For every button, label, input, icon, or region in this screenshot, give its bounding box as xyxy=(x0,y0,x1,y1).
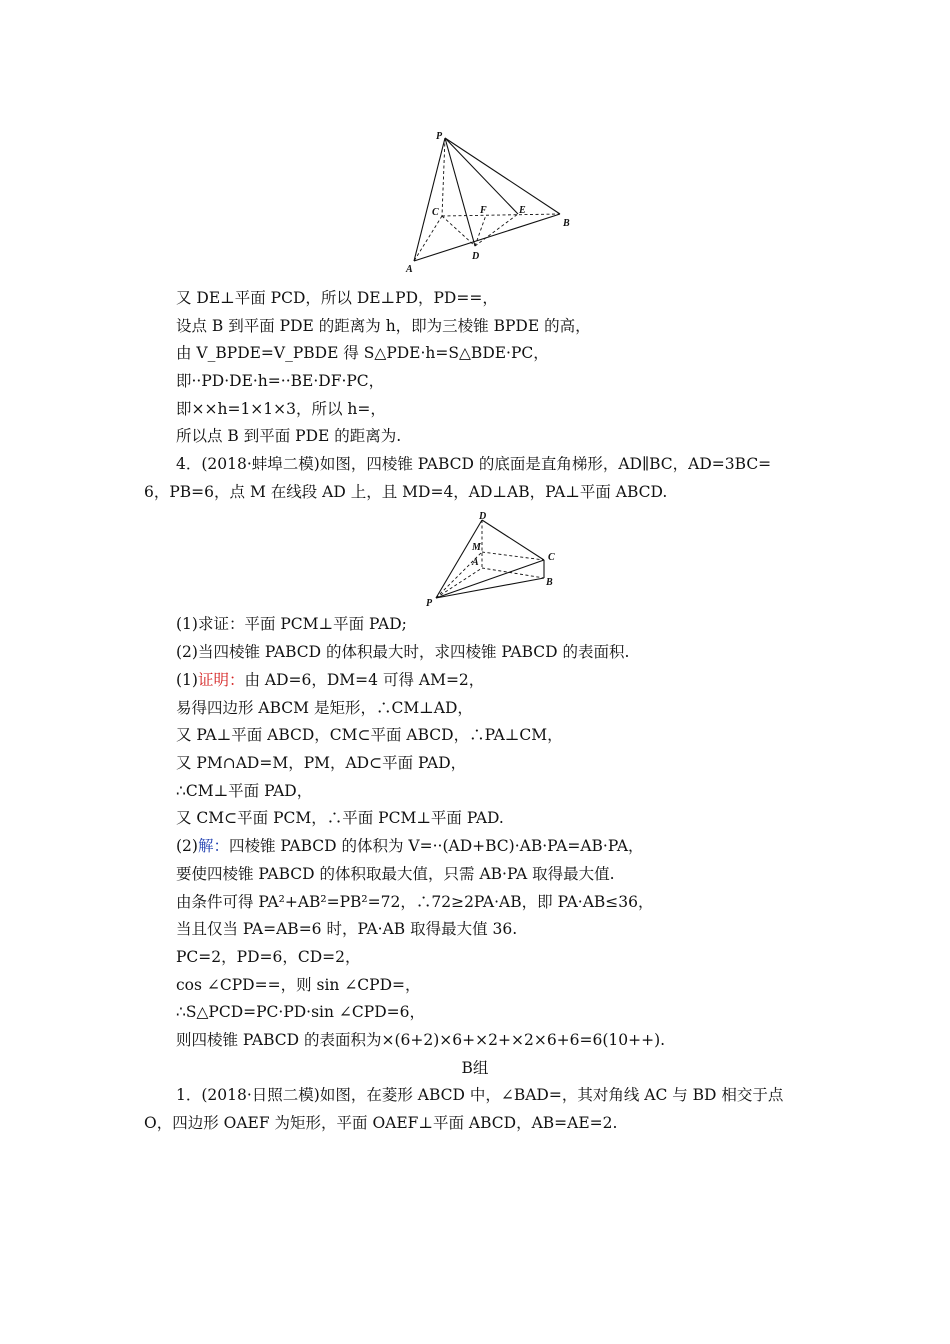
label-a: A xyxy=(472,557,479,568)
edge-pb xyxy=(436,578,544,598)
label-a: A xyxy=(406,264,413,275)
solution-line: 由条件可得 PA²+AB²=PB²=72，∴72≥2PA·AB，即 PA·AB≤36， xyxy=(176,893,654,911)
label-d: D xyxy=(472,251,480,262)
solution-line: cos ∠CPD==，则 sin ∠CPD=， xyxy=(176,976,421,994)
proof-line: ∴CM⊥平面 PAD， xyxy=(176,782,313,800)
edge-ab xyxy=(414,214,560,261)
text-line: 由 V_BPDE=V_PBDE 得 S△PDE·h=S△BDE·PC， xyxy=(176,344,549,362)
label-m: M xyxy=(472,542,481,553)
pyramid-figure-1 xyxy=(400,128,580,276)
edge-cb xyxy=(442,214,560,216)
proof-line: 又 PM∩AD=M，PM，AD⊂平面 PAD， xyxy=(176,754,467,772)
problem-b1-line-1: 1．(2018·日照二模)如图，在菱形 ABCD 中，∠BAD=，其对角线 AC 与 BD 相交于点 xyxy=(176,1086,784,1104)
solution-line: PC=2，PD=6，CD=2， xyxy=(176,948,361,966)
proof-first-line xyxy=(176,670,484,690)
proof-line: 又 PA⊥平面 ABCD，CM⊂平面 ABCD，∴PA⊥CM， xyxy=(176,726,563,744)
solution-prefix: (2) xyxy=(176,837,198,855)
section-heading: B组 xyxy=(461,1059,489,1077)
label-c: C xyxy=(432,207,439,218)
text-line: 所以点 B 到平面 PDE 的距离为. xyxy=(176,427,402,445)
edge-ca xyxy=(414,216,442,261)
solution-line: ∴S△PCD=PC·PD·sin ∠CPD=6， xyxy=(176,1003,425,1021)
question-1: (1)求证：平面 PCM⊥平面 PAD; xyxy=(176,615,407,633)
edge-pa xyxy=(414,138,445,261)
text-line: 设点 B 到平面 PDE 的距离为 h，即为三棱锥 BPDE 的高， xyxy=(176,317,591,335)
proof-tag: 证明： xyxy=(197,671,245,689)
edge-pb xyxy=(445,138,560,214)
label-p: P xyxy=(436,131,443,142)
solution-first-line xyxy=(176,836,644,856)
edge-pc xyxy=(436,560,544,598)
edge-dc xyxy=(482,520,544,560)
solution-tag: 解： xyxy=(197,837,229,855)
text-line: 即··PD·DE·h=··BE·DF·PC， xyxy=(176,372,385,390)
problem-b1-line-2: O，四边形 OAEF 为矩形，平面 OAEF⊥平面 ABCD，AB=AE=2. xyxy=(144,1114,618,1132)
question-2: (2)当四棱锥 PABCD 的体积最大时，求四棱锥 PABCD 的表面积. xyxy=(176,643,630,661)
text-line: 又 DE⊥平面 PCD，所以 DE⊥PD，PD==， xyxy=(176,289,498,307)
solution-line: 要使四棱锥 PABCD 的体积取最大值，只需 AB·PA 取得最大值. xyxy=(176,865,615,883)
proof-prefix: (1) xyxy=(176,671,198,689)
solution-line: 则四棱锥 PABCD 的表面积为×(6+2)×6+×2+×2×6+6=6(10++). xyxy=(176,1031,666,1049)
label-f: F xyxy=(480,205,487,216)
label-p: P xyxy=(426,598,433,609)
problem-4-line-1: 4．(2018·蚌埠二模)如图，四棱锥 PABCD 的底面是直角梯形，AD∥BC，AD=3BC= xyxy=(176,455,772,473)
solution-text: 四棱锥 PABCD 的体积为 V=··(AD+BC)·AB·PA=AB·PA， xyxy=(228,837,644,855)
label-b: B xyxy=(546,577,553,588)
pyramid-figure-2 xyxy=(420,508,570,610)
edge-ab xyxy=(482,568,544,578)
text-line: 即××h=1×1×3，所以 h=， xyxy=(176,400,386,418)
solution-line: 当且仅当 PA=AB=6 时，PA·AB 取得最大值 36. xyxy=(176,920,518,938)
label-b: B xyxy=(563,218,570,229)
label-e: E xyxy=(519,205,526,216)
proof-line: 又 CM⊂平面 PCM，∴平面 PCM⊥平面 PAD. xyxy=(176,809,504,827)
proof-line: 易得四边形 ABCM 是矩形，∴CM⊥AD， xyxy=(176,699,473,717)
problem-4-line-2: 6，PB=6，点 M 在线段 AD 上，且 MD=4，AD⊥AB，PA⊥平面 ABCD. xyxy=(144,483,668,501)
edge-mc xyxy=(482,552,544,560)
label-c: C xyxy=(548,552,555,563)
label-d: D xyxy=(479,511,487,522)
edge-cd xyxy=(442,216,475,246)
proof-text: 由 AD=6，DM=4 可得 AM=2， xyxy=(244,671,485,689)
